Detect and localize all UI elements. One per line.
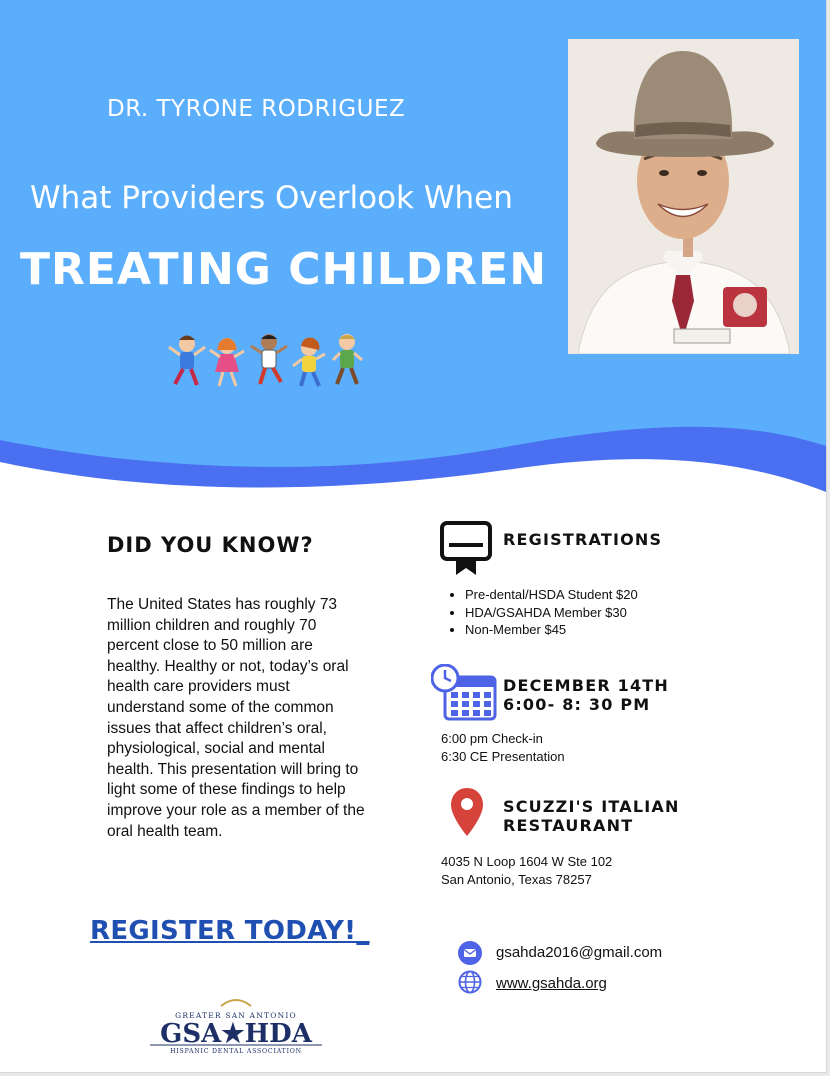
logo-sub-text: HISPANIC DENTAL ASSOCIATION (170, 1048, 302, 1055)
child-figure (251, 334, 287, 384)
logo-arc-text: GREATER SAN ANTONIO (175, 1011, 297, 1020)
contact-website-link[interactable]: www.gsahda.org (496, 975, 607, 992)
gsahda-logo (146, 990, 326, 1056)
children-illustration (165, 330, 365, 392)
speaker-photo (568, 39, 799, 354)
child-figure (169, 336, 205, 386)
registrations-heading: REGISTRATIONS (503, 530, 663, 549)
venue-address-line1: 4035 N Loop 1604 W Ste 102 (441, 854, 613, 869)
schedule-checkin: 6:00 pm Check-in (441, 731, 543, 746)
logo-main-text: GSA★HDA (160, 1019, 312, 1049)
venue-address-line2: San Antonio, Texas 78257 (441, 872, 592, 887)
globe-icon (458, 970, 482, 994)
did-you-know-body: The United States has roughly 73 million children and roughly 70 percent close to 50 million are healthy. Healthy or not, today’s oral health care providers must understand some of the common issues that affect children’s oral, physiological, social and mental health. This presentation will bring to light some of these findings to help improve your role as a member of the oral health team. (107, 596, 365, 840)
registration-price-list (448, 586, 638, 639)
event-date: DECEMBER 14TH (503, 676, 669, 695)
calendar-clock-icon (431, 664, 499, 722)
event-time: 6:00- 8: 30 PM (503, 695, 651, 714)
list-item: • Pre-dental/HSDA Student $20 (465, 586, 638, 604)
schedule-presentation: 6:30 CE Presentation (441, 749, 565, 764)
certificate-icon (440, 521, 494, 577)
list-item: • Non-Member $45 (465, 621, 638, 639)
child-figure (293, 338, 325, 386)
mail-icon (458, 941, 482, 965)
did-you-know-heading: DID YOU KNOW? (107, 533, 314, 557)
venue-name-line2: RESTAURANT (503, 816, 634, 835)
event-title: TREATING CHILDREN (20, 244, 548, 295)
location-pin-icon (449, 786, 485, 838)
list-item: • HDA/GSAHDA Member $30 (465, 604, 638, 622)
contact-email[interactable]: gsahda2016@gmail.com (496, 944, 663, 961)
child-figure (210, 338, 244, 386)
event-subtitle: What Providers Overlook When (30, 180, 513, 216)
register-today-link[interactable]: REGISTER TODAY!_ (90, 916, 370, 946)
speaker-name: DR. TYRONE RODRIGUEZ (107, 96, 406, 122)
child-figure (333, 334, 362, 384)
venue-name-line1: SCUZZI'S ITALIAN (503, 797, 680, 816)
